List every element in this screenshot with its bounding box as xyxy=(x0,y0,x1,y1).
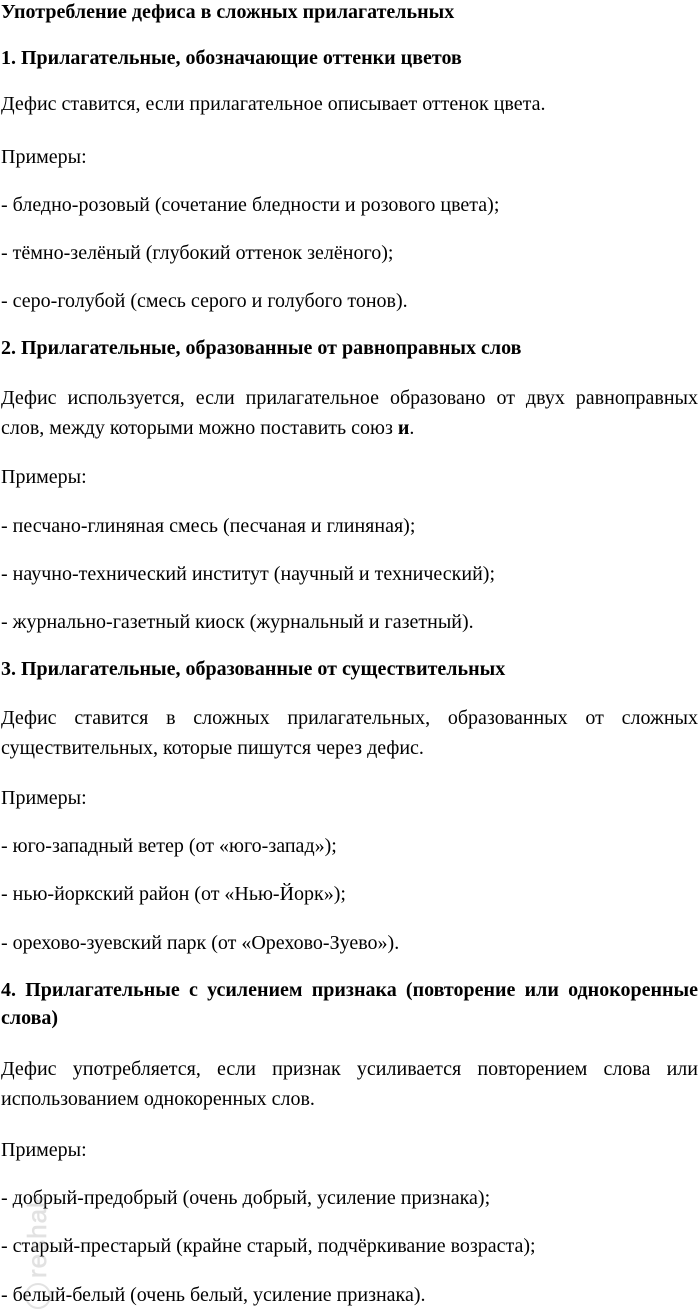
section-2-heading: 2. Прилагательные, образованные от равноправных слов xyxy=(1,337,522,359)
svg-text:reshak: reshak xyxy=(22,1193,52,1278)
section-3-description: Дефис ставится в сложных прилагательных, образованных от сложных существительных, которые пишутся через дефис. xyxy=(1,707,698,759)
section-3-examples-label: Примеры: xyxy=(1,787,87,809)
section-2-examples-label: Примеры: xyxy=(1,466,87,488)
document-title: Употребление дефиса в сложных прилагательных xyxy=(1,1,455,23)
section-4-example-3: - белый-белый (очень белый, усиление признака). xyxy=(1,1284,426,1306)
conjunction-i: и xyxy=(397,417,410,439)
section-1-example-3: - серо-голубой (смесь серого и голубого тонов). xyxy=(1,290,408,312)
section-2-example-2: - научно-технический институт (научный и технический); xyxy=(1,563,496,585)
section-4-description: Дефис употребляется, если признак усиливается повторением слова или использованием однокоренных слов. xyxy=(1,1058,698,1110)
section-3-example-1: - юго-западный ветер (от «юго-запад»); xyxy=(1,835,337,857)
section-4-heading: 4. Прилагательные с усилением признака (повторение или однокоренные слова) xyxy=(1,979,698,1029)
section-2-description-text: Дефис используется, если прилагательное образовано от двух равноправных слов, между которыми можно поставить союз xyxy=(1,387,698,439)
section-2-description-end: . xyxy=(409,417,415,439)
section-4-example-2: - старый-престарый (крайне старый, подчёркивание возраста); xyxy=(1,1235,536,1257)
section-1-description: Дефис ставится, если прилагательное описывает оттенок цвета. xyxy=(1,93,546,115)
section-1-example-2: - тёмно-зелёный (глубокий оттенок зелёного); xyxy=(1,242,394,264)
section-3-example-2: - нью-йоркский район (от «Нью-Йорк»); xyxy=(1,883,346,905)
section-2-example-3: - журнально-газетный киоск (журнальный и газетный). xyxy=(1,611,474,633)
section-4-example-1: - добрый-предобрый (очень добрый, усиление признака); xyxy=(1,1187,491,1209)
section-3-example-3: - орехово-зуевский парк (от «Орехово-Зуево»). xyxy=(1,932,400,954)
section-2-description xyxy=(1,383,698,443)
section-3-heading: 3. Прилагательные, образованные от существительных xyxy=(1,658,506,680)
section-1-example-1: - бледно-розовый (сочетание бледности и розового цвета); xyxy=(1,194,500,216)
section-1-examples-label: Примеры: xyxy=(1,146,87,168)
section-2-example-1: - песчано-глиняная смесь (песчаная и глиняная); xyxy=(1,515,416,537)
section-1-heading: 1. Прилагательные, обозначающие оттенки цветов xyxy=(1,47,462,69)
section-4-examples-label: Примеры: xyxy=(1,1139,87,1161)
